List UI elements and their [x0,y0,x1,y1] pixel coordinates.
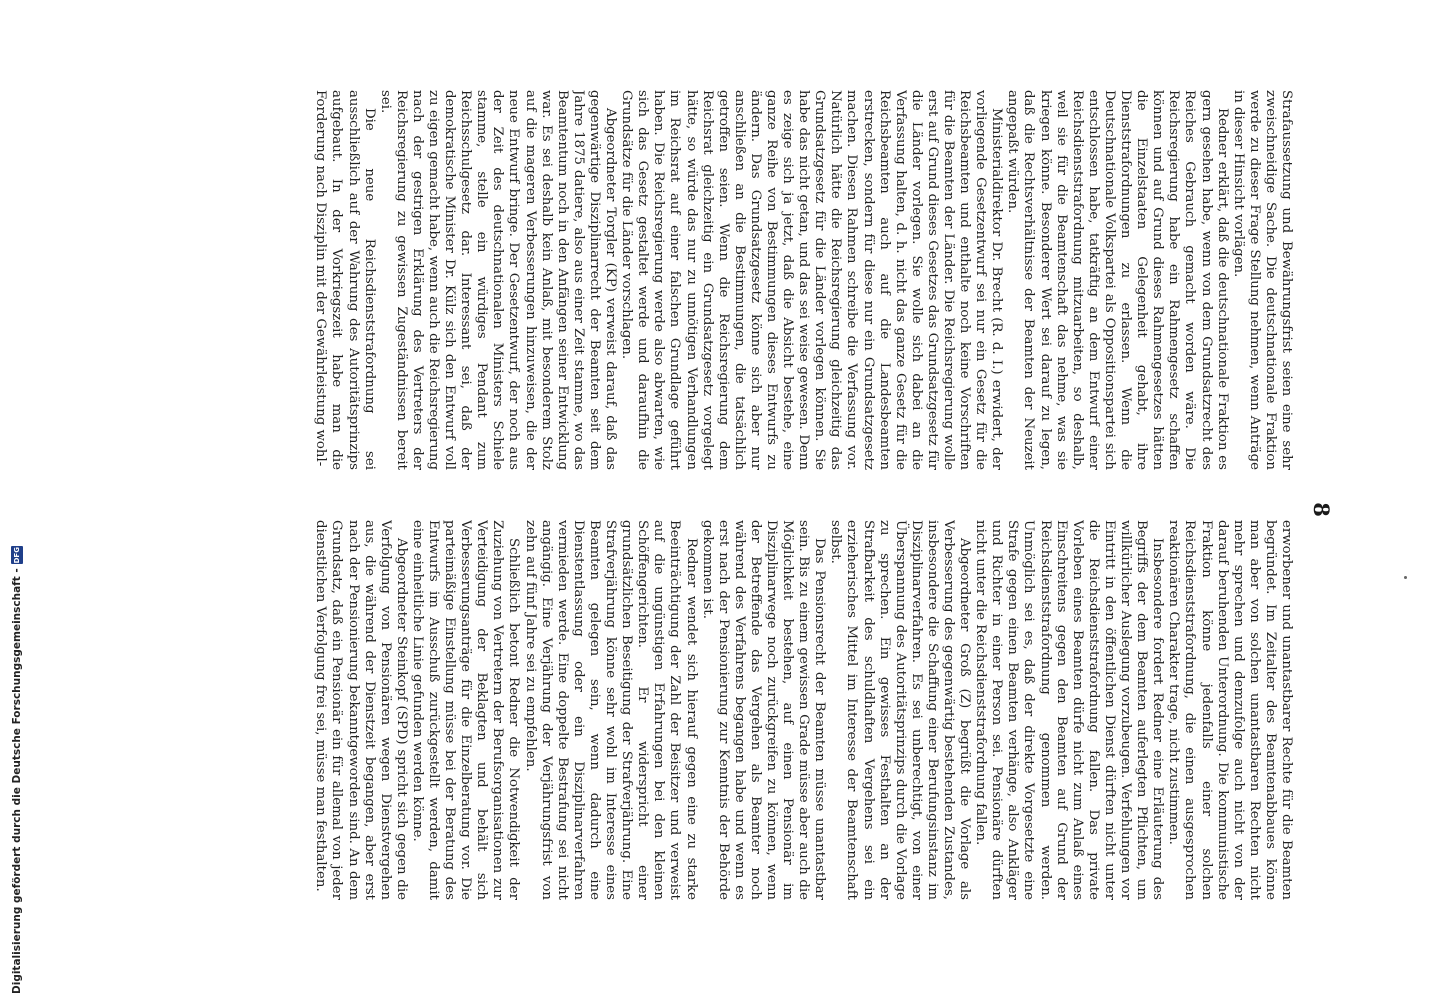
paragraph: Strafaussetzung und Bewährungsfrist seien eine sehr zweischneidige Sache. Die deutschnationale Fraktion werde zu dieser Frage Stellung nehmen, wenn Anträge in dieser Hinsicht vorlägen. [1230,90,1294,470]
paragraph: Redner wendet sich hierauf gegen eine zu starke Beeinträchtigung der Zahl der Beisitzer und verweist auf die ungünstigen Erfahrungen bei den kleinen Schöffengerichten. Er widerspricht einer grundsätzlichen Beseitigung der Strafverjährung. Eine Strafverjährung könne sehr wohl im Interesse eines Beamten gelegen sein, wenn dadurch eine Dienstentlassung oder ein Disziplinarverfahren vermieden werde. Eine doppelte Bestrafung sei nicht angängig. Eine Verjährung der Verjährungsfrist von zehn auf fünf Jahre sei zu empfehlen. [522,520,699,900]
digitization-footer [0,0,22,1000]
paragraph: Ministerialdirektor Dr. Brecht (R. d. I.) erwidert, der vorliegende Gesetzentwurf sei nur ein Gesetz für die Reichsbeamten und enthalte noch keine Vorschriften für die Beamten der Länder. Die Reichsregierung wolle erst auf Grund dieses Gesetzes das Grundsatzgesetz für die Länder vorlegen. Sie wolle sich dabei an die Verfassung halten, d. h. nicht das ganze Gesetz für die Reichsbeamten auch auf die Landesbeamten erstrecken, sondern für diese nur ein Grundsatzgesetz machen. Diesen Rahmen schreibe die Verfassung vor. Natürlich hätte die Reichsregierung gleichzeitig das Grundsatzgesetz für die Länder vorlegen können. Sie habe das nicht getan, und das sei weise gewesen. Denn es zeige sich ja jetzt, daß die Absicht bestehe, eine ganze Reihe von Bestimmungen dieses Entwurfs zu ändern. Das Grundsatzgesetz könne sich aber nur anschließen an die Bestimmungen, die tatsächlich getroffen seien. Wenn die Reichsregierung dem Reichsrat gleichzeitig ein Grundsatzgesetz vorgelegt hätte, so würde das nur zu unnötigen Verhandlungen im Reichsrat auf einer falschen Grundlage geführt haben. Die Reichsregierung werde also abwarten, wie sich das Gesetz gestaltet werde und daraufhin die Grundsätze für die Länder vorschlagen. [619,90,1005,470]
text-column-left [114,90,1294,470]
paragraph: Abgeordneter Groß (Z) begrüßt die Vorlage als Verbesserung des gegenwärtig bestehenden Zustandes, insbesondere die Schaffung einer Berufungsinstanz im Disziplinarverfahren. Es sei unberechtigt, von einer Überspannung des Autoritätsprinzips durch die Vorlage zu sprechen. Ein gewisses Festhalten an der Strafbarkeit des schuldhaften Vergehens sei ein erzieherisches Mittel im Interesse der Beamtenschaft selbst. [828,520,973,900]
paragraph: Abgeordneter Steinkopf (SPD) spricht sich gegen die Verfolgung von Pensionären wegen Dienstvergehen aus, die während der Dienstzeit begangen, aber erst nach der Pensionierung bekanntgeworden sind. An dem Grundsatz, daß ein Pensionär ein für allemal von jeder dienstlichen Verfolgung frei sei, müsse man festhalten. [313,520,409,900]
paragraph: Insbesondere fordert Redner eine Erläuterung des Begriffs der dem Beamten auferlegten Pflichten, um willkürlicher Auslegung vorzubeugen. Verfehlungen vor Eintritt in den öffentlichen Dienst dürften nicht unter die Reichsdienststrafordnung fallen. Das private Vorleben eines Beamten dürfe nicht zum Anlaß eines Einschreitens gegen den Beamten auf Grund der Reichsdienststrafordnung genommen werden. Unmöglich sei es, daß der direkte Vorgesetzte eine Strafe gegen einen Beamten verhänge, also Ankläger und Richter in einer Person sei. Pensionäre dürften nicht unter die Reichsdienststrafordnung fallen. [973,520,1166,900]
paragraph: Redner erklärt, daß die deutschnationale Fraktion es gern gesehen habe, wenn von dem Grundsatzrecht des Reiches Gebrauch gemacht worden wäre. Die Reichsregierung habe ein Rahmengesetz schaffen können und auf Grund dieses Rahmengesetzes hätten die Einzelstaaten Gelegenheit gehabt, ihre Dienststrafordnungen zu erlassen. Wenn die Deutschnationale Volkspartei als Oppositionspartei sich entschlossen habe, tatkräftig an dem Entwurf einer Reichsdienststrafordnung mitzuarbeiten, so deshalb, weil sie für die Beamtenschaft das nehme, was sie kriegen könne. Besonderer Wert sei darauf zu legen, daß die Rechtsverhältnisse der Beamten der Neuzeit angepaßt würden. [1005,90,1230,470]
paragraph: Das Pensionsrecht der Beamten müsse unantastbar sein. Bis zu einem gewissen Grade müsse aber auch die Möglichkeit bestehen, auf einen Pensionär im Disziplinarwege noch zurückgreifen zu können, wenn der Betreffende das Vergehen als Beamter noch während des Verfahrens begangen habe und wenn es erst nach der Pensionierung zur Kenntnis der Behörde gekommen ist. [699,520,828,900]
paragraph: Die neue Reichsdienststrafordnung sei ausschließlich auf der Wahrung des Autoritätsprinzips aufgebaut. In der Vorkriegszeit habe man die Forderung nach Disziplin mit der Gewährleistung wohl- [313,90,377,470]
text-column-right [114,520,1294,900]
paragraph: Schließlich betont Redner die Notwendigkeit der Zuziehung von Vertretern der Berufsorganisationen zur Verteidigung der Beklagten und behält sich Verbesserungsanträge für die Einzelberatung vor. Die parteimäßige Einstellung müsse bei der Beratung des Entwurfs im Ausschuß zurückgestellt werden, damit eine einheitliche Linie gefunden werden könne. [409,520,522,900]
dfg-logo-icon: DFG [13,547,21,564]
footer-row [6,546,28,994]
paragraph: erworbener und unantastbarer Rechte für die Beamten begründet. Im Zeitalter des Beamtenabbaues könne man aber von solchen unantastbaren Rechten nicht mehr sprechen und demzufolge auch nicht von der darauf beruhenden Unterordnung. Die kommunistische Fraktion könne jedenfalls einer solchen Reichsdienststrafordnung, die einen ausgesprochen reaktionären Charakter trage, nicht zustimmen. [1166,520,1294,900]
footer-text: Digitalisierung gefördert durch die Deutsche Forschungsgemeinschaft - [11,568,23,994]
scan-speck [1404,576,1407,579]
paragraph: Abgeordneter Torgler (KP) verweist darauf, daß das gegenwärtige Disziplinarrecht der Beamten seit dem Jahre 1875 datiere, also aus einer Zeit stamme, wo das Beamtentum noch in den Anfängen seiner Entwicklung war. Es sei deshalb kein Anlaß, mit besonderem Stolz auf die mageren Verbesserungen hinzuweisen, die der neue Entwurf bringe. Der Gesetzentwurf, der noch aus der Zeit des deutschnationalen Ministers Schiele stamme, stelle ein würdiges Pendant zum Reichsschulgesetz dar. Interessant sei, daß der demokratische Minister Dr. Külz sich den Entwurf voll zu eigen gemacht habe, wenn auch die Reichsregierung nach der gestrigen Erklärung des Vertreters der Reichsregierung zu gewissen Zugeständnissen bereit sei. [377,90,619,470]
page-number: 8 [1309,502,1334,518]
